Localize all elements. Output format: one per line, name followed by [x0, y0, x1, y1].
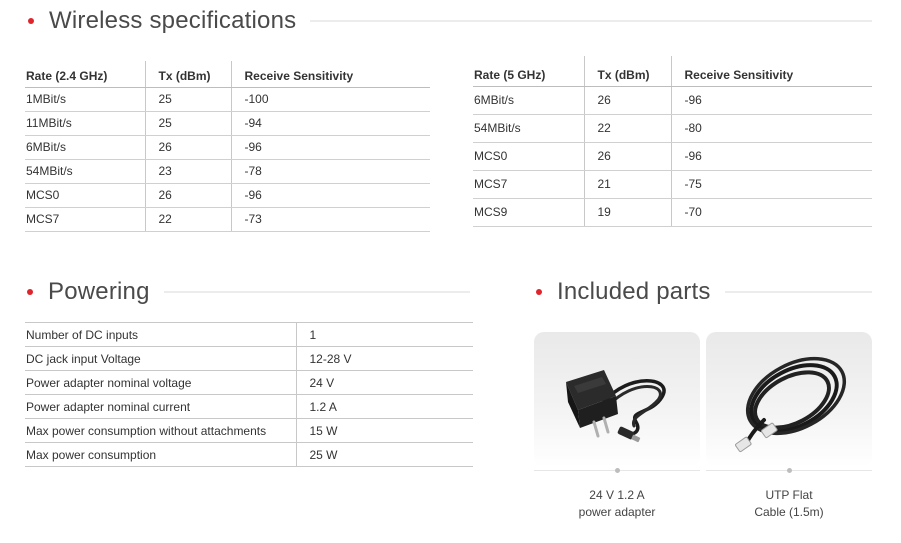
table-row	[25, 371, 473, 395]
table-header: Rate (2.4 GHz)	[25, 61, 145, 87]
table-row	[473, 198, 872, 226]
part-image	[706, 332, 872, 467]
spec-label: DC jack input Voltage	[25, 347, 296, 371]
wireless-section-title: Wireless specifications	[49, 7, 297, 34]
rate-cell: 54MBit/s	[25, 159, 145, 183]
part-divider	[534, 467, 700, 475]
wireless-section-heading	[28, 7, 872, 35]
spec-value: 1	[296, 323, 473, 347]
table-row	[25, 159, 430, 183]
tx-cell: 26	[145, 183, 231, 207]
caption-line: 24 V 1.2 A	[589, 488, 645, 502]
table-header: Tx (dBm)	[584, 56, 671, 86]
part-image	[534, 332, 700, 467]
sensitivity-cell: -73	[231, 207, 430, 231]
spec-label: Power adapter nominal voltage	[25, 371, 296, 395]
sensitivity-cell: -80	[671, 114, 872, 142]
spec-label: Max power consumption	[25, 443, 296, 467]
bullet-dot-icon	[28, 18, 34, 24]
rate-cell: 11MBit/s	[25, 111, 145, 135]
tx-cell: 19	[584, 198, 671, 226]
tx-cell: 22	[584, 114, 671, 142]
powering-section-title: Powering	[48, 278, 150, 305]
sensitivity-cell: -100	[231, 87, 430, 111]
sensitivity-cell: -94	[231, 111, 430, 135]
table-row	[25, 207, 430, 231]
tx-cell: 21	[584, 170, 671, 198]
rate-cell: 54MBit/s	[473, 114, 584, 142]
heading-divider	[725, 291, 872, 293]
rate-cell: MCS0	[25, 183, 145, 207]
table-row	[25, 419, 473, 443]
part-divider	[706, 467, 872, 475]
rate-cell: 6MBit/s	[25, 135, 145, 159]
bullet-dot-icon	[27, 289, 33, 295]
part-caption	[706, 487, 872, 521]
rate-cell: MCS0	[473, 142, 584, 170]
powering-section-heading	[27, 278, 470, 306]
table-row	[473, 142, 872, 170]
included-parts-section-heading	[536, 278, 872, 306]
sensitivity-cell: -96	[231, 135, 430, 159]
sensitivity-cell: -75	[671, 170, 872, 198]
sensitivity-cell: -96	[231, 183, 430, 207]
tx-cell: 23	[145, 159, 231, 183]
table-row	[473, 86, 872, 114]
spec-value: 25 W	[296, 443, 473, 467]
tx-cell: 26	[584, 86, 671, 114]
table-header: Rate (5 GHz)	[473, 56, 584, 86]
tx-cell: 26	[584, 142, 671, 170]
table-row	[25, 443, 473, 467]
table-header: Receive Sensitivity	[671, 56, 872, 86]
sensitivity-cell: -96	[671, 142, 872, 170]
spec-label: Power adapter nominal current	[25, 395, 296, 419]
rate-cell: MCS7	[25, 207, 145, 231]
tx-cell: 26	[145, 135, 231, 159]
spec-value: 24 V	[296, 371, 473, 395]
wireless-5ghz-table	[473, 56, 872, 227]
tx-cell: 25	[145, 111, 231, 135]
rate-cell: 1MBit/s	[25, 87, 145, 111]
table-row	[473, 170, 872, 198]
spec-label: Number of DC inputs	[25, 323, 296, 347]
bullet-dot-icon	[536, 289, 542, 295]
part-caption	[534, 487, 700, 521]
spec-value: 15 W	[296, 419, 473, 443]
tx-cell: 22	[145, 207, 231, 231]
table-row	[473, 114, 872, 142]
heading-divider	[164, 291, 470, 293]
caption-line: power adapter	[578, 505, 656, 519]
tx-cell: 25	[145, 87, 231, 111]
sensitivity-cell: -78	[231, 159, 430, 183]
rate-cell: MCS9	[473, 198, 584, 226]
included-part-card	[534, 332, 700, 521]
table-row	[25, 323, 473, 347]
included-parts-section-title: Included parts	[557, 278, 711, 305]
table-row	[25, 347, 473, 371]
table-row	[25, 87, 430, 111]
rate-cell: MCS7	[473, 170, 584, 198]
spec-label: Max power consumption without attachments	[25, 419, 296, 443]
powering-table	[25, 322, 473, 467]
caption-line: Cable (1.5m)	[754, 505, 824, 519]
spec-value: 1.2 A	[296, 395, 473, 419]
table-row	[25, 395, 473, 419]
table-row	[25, 183, 430, 207]
wireless-24ghz-table	[25, 61, 430, 232]
table-row	[25, 135, 430, 159]
flat-cable-icon	[706, 332, 872, 467]
table-header: Receive Sensitivity	[231, 61, 430, 87]
power-adapter-icon	[534, 332, 700, 467]
spec-value: 12-28 V	[296, 347, 473, 371]
heading-divider	[310, 20, 872, 22]
caption-line: UTP Flat	[765, 488, 813, 502]
included-part-card	[706, 332, 872, 521]
table-header: Tx (dBm)	[145, 61, 231, 87]
sensitivity-cell: -96	[671, 86, 872, 114]
rate-cell: 6MBit/s	[473, 86, 584, 114]
sensitivity-cell: -70	[671, 198, 872, 226]
table-row	[25, 111, 430, 135]
